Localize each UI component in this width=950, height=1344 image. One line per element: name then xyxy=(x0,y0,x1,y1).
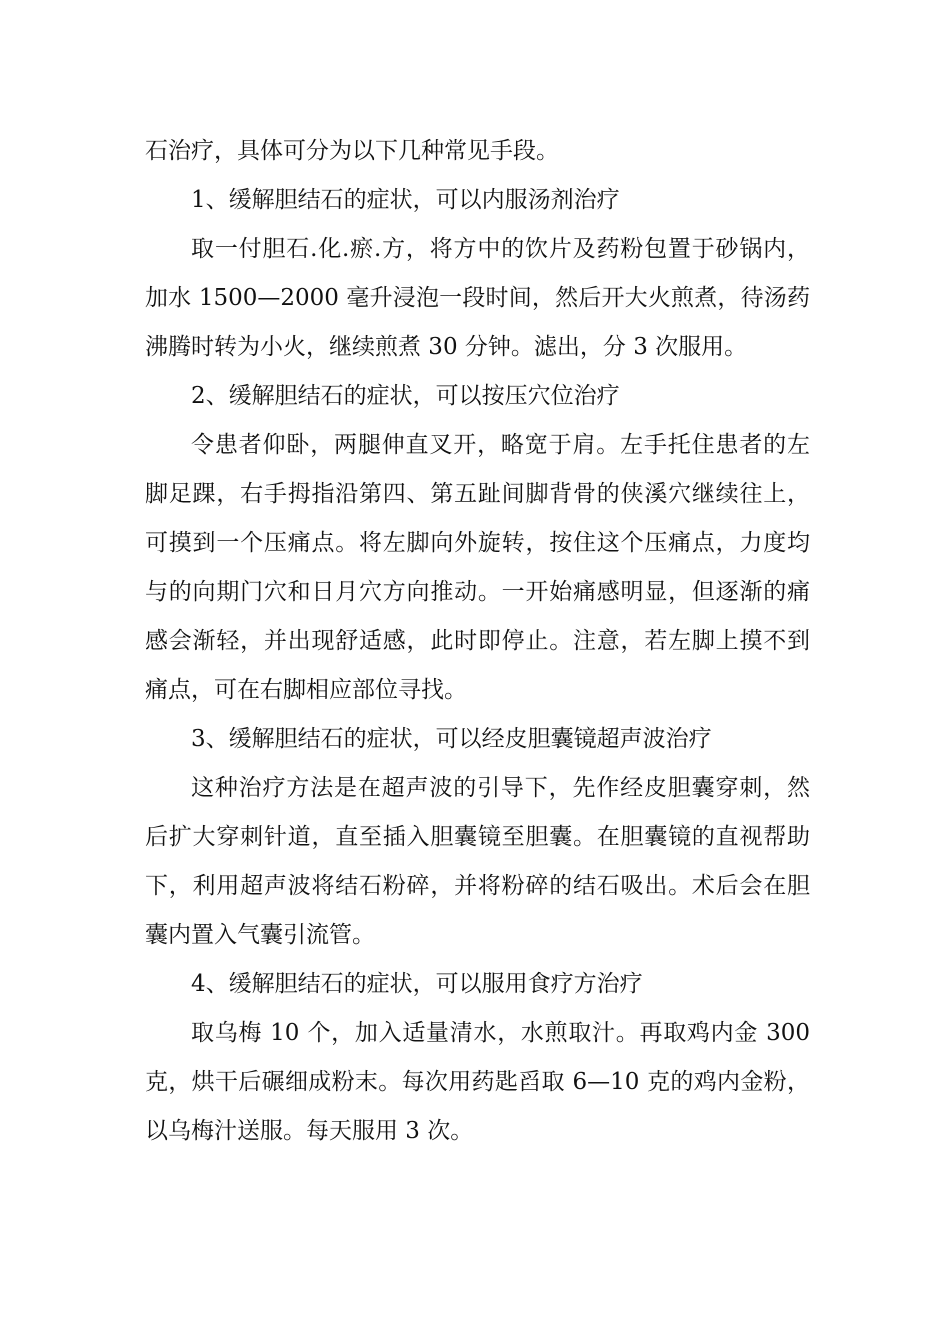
paragraph-decoction: 取一付胆石.化.瘀.方，将方中的饮片及药粉包置于砂锅内，加水 1500—2000 毫升浸泡一段时间，然后开大火煎煮，待汤药沸腾时转为小火，继续煎煮 30 分钟。滤出，分 3 次服用。 xyxy=(145,236,810,360)
section-heading-3: 3、缓解胆结石的症状，可以经皮胆囊镜超声波治疗 xyxy=(191,726,712,752)
document-body xyxy=(145,127,810,1156)
section-heading-2: 2、缓解胆结石的症状，可以按压穴位治疗 xyxy=(191,383,620,409)
paragraph-acupressure: 令患者仰卧，两腿伸直叉开，略宽于肩。左手托住患者的左脚足踝，右手拇指沿第四、第五趾间脚背骨的侠溪穴继续往上，可摸到一个压痛点。将左脚向外旋转，按住这个压痛点，力度均与的向期门穴和日月穴方向推动。一开始痛感明显，但逐渐的痛感会渐轻，并出现舒适感，此时即停止。注意，若左脚上摸不到痛点，可在右脚相应部位寻找。 xyxy=(145,432,810,703)
section-heading-4: 4、缓解胆结石的症状，可以服用食疗方治疗 xyxy=(191,971,643,997)
section-heading-1: 1、缓解胆结石的症状，可以内服汤剂治疗 xyxy=(191,187,620,213)
paragraph-diet-therapy: 取乌梅 10 个，加入适量清水，水煎取汁。再取鸡内金 300 克，烘干后碾细成粉末。每次用药匙舀取 6—10 克的鸡内金粉，以乌梅汁送服。每天服用 3 次。 xyxy=(145,1020,810,1144)
paragraph-continuation: 石治疗，具体可分为以下几种常见手段。 xyxy=(145,138,559,164)
paragraph-ultrasound: 这种治疗方法是在超声波的引导下，先作经皮胆囊穿刺，然后扩大穿刺针道，直至插入胆囊镜至胆囊。在胆囊镜的直视帮助下，利用超声波将结石粉碎，并将粉碎的结石吸出。术后会在胆囊内置入气囊引流管。 xyxy=(145,775,810,948)
